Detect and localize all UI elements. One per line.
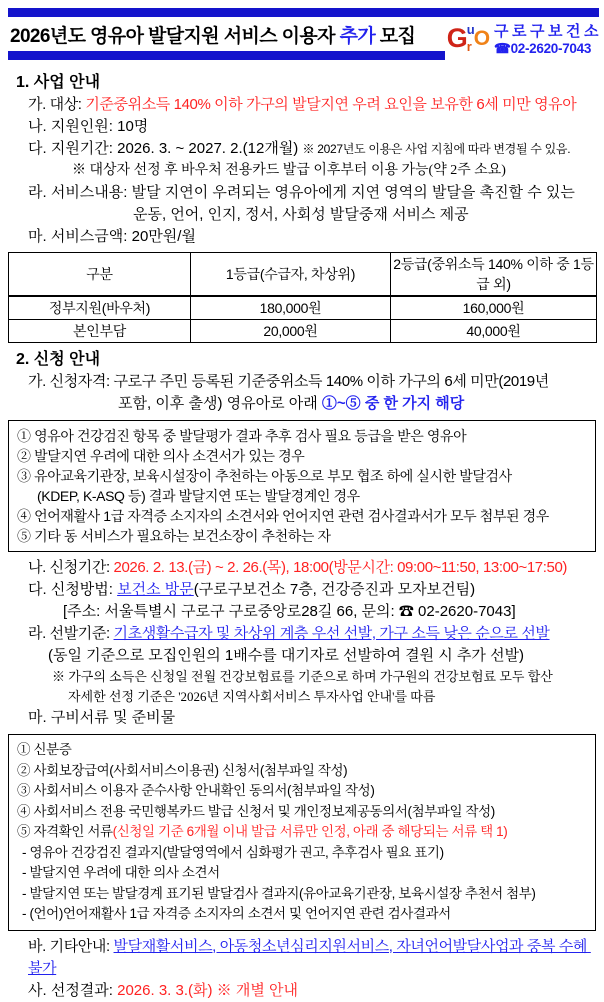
document-option-3: - 발달지연 또는 발달경계 표기된 발달검사 결과지(유아교육기관장, 보육시설장 추천서 첨부) (22, 885, 536, 901)
guro-logo-icon (447, 17, 490, 59)
item-selection (0, 623, 604, 645)
document-option-4: - (언어)언어재활사 1급 자격증 소지자의 소견서 및 언어지연 관련 검사결과서 (22, 906, 451, 921)
item-qualification-line2 (0, 393, 604, 415)
item-apply-period (0, 557, 604, 579)
item-selection-label: 라. 선발기준: (28, 625, 114, 642)
header-org-block (447, 17, 602, 59)
item-apply-method-rest: (구로구보건소 7층, 건강증진과 모자보건팀) (193, 581, 476, 598)
item-qualification-line1 (0, 371, 604, 393)
document-option-1: - 영유아 건강검진 결과지(발달영역에서 심화평가 권고, 추후검사 필요 표기) (22, 844, 444, 860)
item-target-label: 가. 대상: (28, 96, 86, 113)
header-bottom-bar (8, 51, 445, 60)
title-text: 2026년도 영유아 발달지원 서비스 이용자 (10, 26, 340, 47)
cell-self-grade1: 20,000원 (191, 320, 391, 343)
eligibility-item-2: ② 발달지연 우려에 대한 의사 소견서가 있는 경우 (17, 448, 305, 464)
price-table (8, 252, 597, 343)
item-selection-note1: ※ 가구의 소득은 신청일 전월 건강보험료를 기준으로 하며 가구원의 건강보험료 모두 합산 (52, 669, 553, 684)
cell-self-grade2: 40,000원 (391, 320, 597, 343)
item-etc-blue: 발달재활서비스, 아동청소년심리지원서비스, 자녀언어발달사업과 중복 수혜 불가 (28, 937, 591, 977)
item-service-value1: 발달 지연이 우려되는 영유아에게 지연 영역의 발달을 촉진할 수 있는 (131, 184, 575, 201)
col-header-grade2: 2등급(중위소득 140% 이하 중 1등급 외) (391, 253, 597, 297)
item-period-note2: ※ 대상자 선정 후 바우처 전용카드 발급 이후부터 이용 가능(약 2주 소요) (72, 163, 506, 178)
item-etc-label: 바. 기타안내: (28, 937, 114, 955)
item-qualification-value1: 구로구 주민 등록된 기준중위소득 140% 이하 가구의 6세 미만(2019년 (113, 373, 549, 390)
item-amount: 마. 서비스금액: 20만원/월 (28, 228, 196, 245)
document-item-2: ② 사회보장급여(사회서비스이용권) 신청서(첨부파일 작성) (17, 762, 348, 778)
item-apply-period-label: 나. 신청기간: (28, 559, 114, 576)
item-service-line1 (0, 182, 604, 204)
eligibility-item-3-cont: (KDEP, K-ASQ 등) 결과 발달지연 또는 발달경계인 경우 (37, 488, 360, 504)
item-apply-method-label: 다. 신청방법: (28, 581, 118, 598)
eligibility-item-4: ④ 언어재활사 1급 자격증 소지자의 소견서와 언어지연 관련 검사결과서가 모두 첨부된 경우 (17, 508, 549, 524)
document-item-1: ① 신분증 (17, 742, 72, 757)
item-target-value: 기준중위소득 140% 이하 가구의 발달지연 우려 요인을 보유한 6세 미만 영유아 (85, 96, 577, 113)
cell-gov-grade2: 160,000원 (391, 296, 597, 320)
cell-gov-label: 정부지원(바우처) (9, 296, 191, 320)
item-apply-method (0, 579, 604, 601)
item-period-value: 2026. 3. ~ 2027. 2.(12개월) (117, 140, 303, 157)
section2-heading: 2. 신청 안내 (16, 351, 101, 368)
item-apply-method-blue: 보건소 방문 (117, 581, 194, 598)
document-item-5 (17, 822, 587, 843)
item-qualification-label: 가. 신청자격: (28, 373, 114, 390)
document-title (10, 21, 446, 48)
eligibility-item-1: ① 영유아 건강검진 항목 중 발달평가 결과 추후 검사 필요 등급을 받은 영유아 (17, 428, 467, 444)
eligibility-item-3: ③ 유아교육기관장, 보육시설장이 추천하는 아동으로 부모 협조 하에 실시한 발달검사 (17, 468, 512, 484)
eligibility-item-5: ⑤ 기타 동 서비스가 필요하는 보건소장이 추천하는 자 (17, 528, 331, 544)
item-result (0, 980, 604, 1002)
item-service-label: 라. 서비스내용: (28, 184, 132, 201)
item-period (0, 138, 604, 160)
cell-self-label: 본인부담 (9, 320, 191, 343)
item-apply-address: [주소: 서울특별시 구로구 구로중앙로28길 66, 문의: ☎ 02-2620-7043] (63, 603, 516, 620)
item-result-value: 2026. 3. 3.(화) ※ 개별 안내 (117, 981, 298, 999)
logo-letter-r: r (466, 39, 472, 54)
item-documents-heading: 마. 구비서류 및 준비물 (28, 709, 176, 726)
org-name: 구로구보건소 (494, 22, 602, 40)
document-item-5-note: (신청일 기준 6개월 이내 발급 서류만 인정, 아래 중 해당되는 서류 택 1) (112, 824, 508, 839)
org-info (494, 20, 602, 57)
document-item-3: ③ 사회서비스 이용자 준수사항 안내확인 동의서(첨부파일 작성) (17, 783, 375, 798)
logo-letter-g: G (446, 22, 468, 53)
item-etc (0, 936, 604, 980)
document-item-4: ④ 사회서비스 전용 국민행복카드 발급 신청서 및 개인정보제공동의서(첨부파일 작성) (17, 803, 495, 819)
item-selection-blue: 기초생활수급자 및 차상위 계층 우선 선발, 가구 소득 낮은 순으로 선발 (113, 625, 550, 642)
item-apply-period-value: 2026. 2. 13.(금) ~ 2. 26.(목), 18:00(방문시간: 09:00~11:50, 13:00~17:50) (113, 559, 567, 576)
title-text-end: 모집 (375, 26, 416, 47)
logo-letter-o: O (473, 26, 491, 50)
item-period-label: 다. 지원기간: (28, 140, 118, 157)
org-phone: ☎02-2620-7043 (494, 40, 592, 56)
item-service-line2: 운동, 언어, 인지, 정서, 사회성 발달중재 서비스 제공 (133, 206, 469, 223)
col-header-category: 구분 (9, 253, 191, 297)
item-period-note: ※ 2027년도 이용은 사업 지침에 따라 변경될 수 있음. (302, 142, 571, 156)
documents-box (8, 734, 596, 931)
section1-heading: 1. 사업 안내 (16, 74, 101, 91)
col-header-grade1: 1등급(수급자, 차상위) (191, 253, 391, 297)
document-option-2: - 발달지연 우려에 대한 의사 소견서 (22, 865, 220, 880)
table-row-gov-support (9, 296, 597, 320)
eligibility-box (8, 420, 596, 552)
item-target (0, 94, 604, 116)
document-item-5-label: ⑤ 자격확인 서류 (17, 824, 113, 839)
title-highlight: 추가 (339, 26, 376, 47)
item-result-label: 사. 선정결과: (28, 981, 118, 999)
item-qualification-blue: ①~⑤ 중 한 가지 해당 (321, 395, 465, 412)
logo-letter-u: u (466, 22, 475, 37)
item-capacity: 나. 지원인원: 10명 (28, 118, 149, 135)
price-table-header-row (9, 253, 597, 297)
item-qualification-value2: 포함, 이후 출생) 영유아로 아래 (118, 395, 322, 412)
item-selection-line2: (동일 기준으로 모집인원의 1배수를 대기자로 선발하여 결원 시 추가 선발) (48, 647, 525, 664)
item-selection-note2: 자세한 선정 기준은 '2026년 지역사회서비스 투자사업 안내'를 따름 (68, 689, 436, 704)
header-top-bar (8, 8, 599, 17)
cell-gov-grade1: 180,000원 (191, 296, 391, 320)
document-header (0, 0, 604, 62)
table-row-self-pay (9, 320, 597, 343)
